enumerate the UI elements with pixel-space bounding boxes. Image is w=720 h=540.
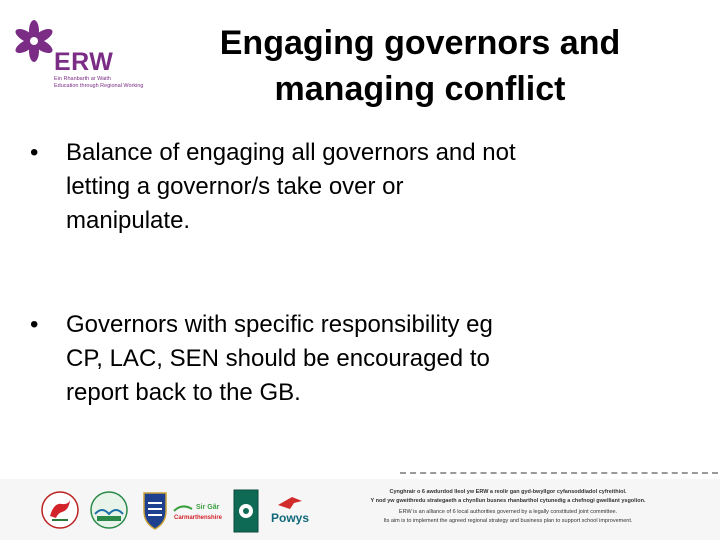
powys-logo [268, 495, 314, 525]
bullet-marker: • [30, 311, 39, 338]
svg-text:Sir Gâr: Sir Gâr [196, 504, 220, 511]
bullet-marker: • [30, 139, 39, 166]
bullet-line: report back to the GB. [66, 379, 301, 406]
shield-crest-icon [142, 489, 168, 531]
footer-text-line: ERW is an alliance of 6 local authorities governed by a legally constituted joint committee. [398, 509, 618, 515]
carmarthenshire-logo [172, 499, 222, 523]
bullet-line: letting a governor/s take over or [66, 173, 404, 200]
footer-divider [400, 472, 718, 474]
rose-crest-icon [233, 489, 259, 533]
svg-text:Carmarthenshire: Carmarthenshire [174, 515, 222, 521]
footer-text-line: Y nod yw gweithredu strategaeth a chynllun busnes rhanbarthol cytunedig a chefnogi gwelliant ysgolion. [370, 498, 646, 504]
title-line-2: managing conflict [274, 70, 566, 108]
bullet-text [66, 136, 676, 238]
flower-icon [14, 18, 54, 68]
logo-tagline-welsh: Ein Rhanbarth ar Waith [54, 76, 111, 82]
footer-text-line: Its aim is to implement the agreed regional strategy and business plan to support school improvement. [383, 518, 633, 524]
footer [0, 479, 720, 540]
logo-name: ERW [54, 48, 114, 76]
footer-text-line: Cynghrair o 6 awdurdod lleol yw ERW a reolir gan gyd-bwyllgor cyfansoddiadol cyfreithiol. [389, 489, 627, 495]
bullet-line: CP, LAC, SEN should be encouraged to [66, 345, 490, 372]
bridge-crest-icon [89, 490, 129, 530]
svg-text:Powys: Powys [271, 511, 310, 525]
kite-bird-icon [268, 495, 314, 525]
title-line-1: Engaging governors and [219, 24, 621, 62]
erw-logo [14, 18, 154, 90]
bullet-text [66, 308, 676, 410]
bullet-line: Balance of engaging all governors and not [66, 139, 516, 166]
bullet-line: manipulate. [66, 207, 191, 234]
slide-title [160, 20, 680, 112]
logo-tagline-english: Education through Regional Working [54, 83, 144, 89]
dragon-crest-icon [40, 490, 80, 530]
carmarthenshire-swoosh-icon [172, 499, 222, 523]
bullet-line: Governors with specific responsibility eg [66, 311, 493, 338]
